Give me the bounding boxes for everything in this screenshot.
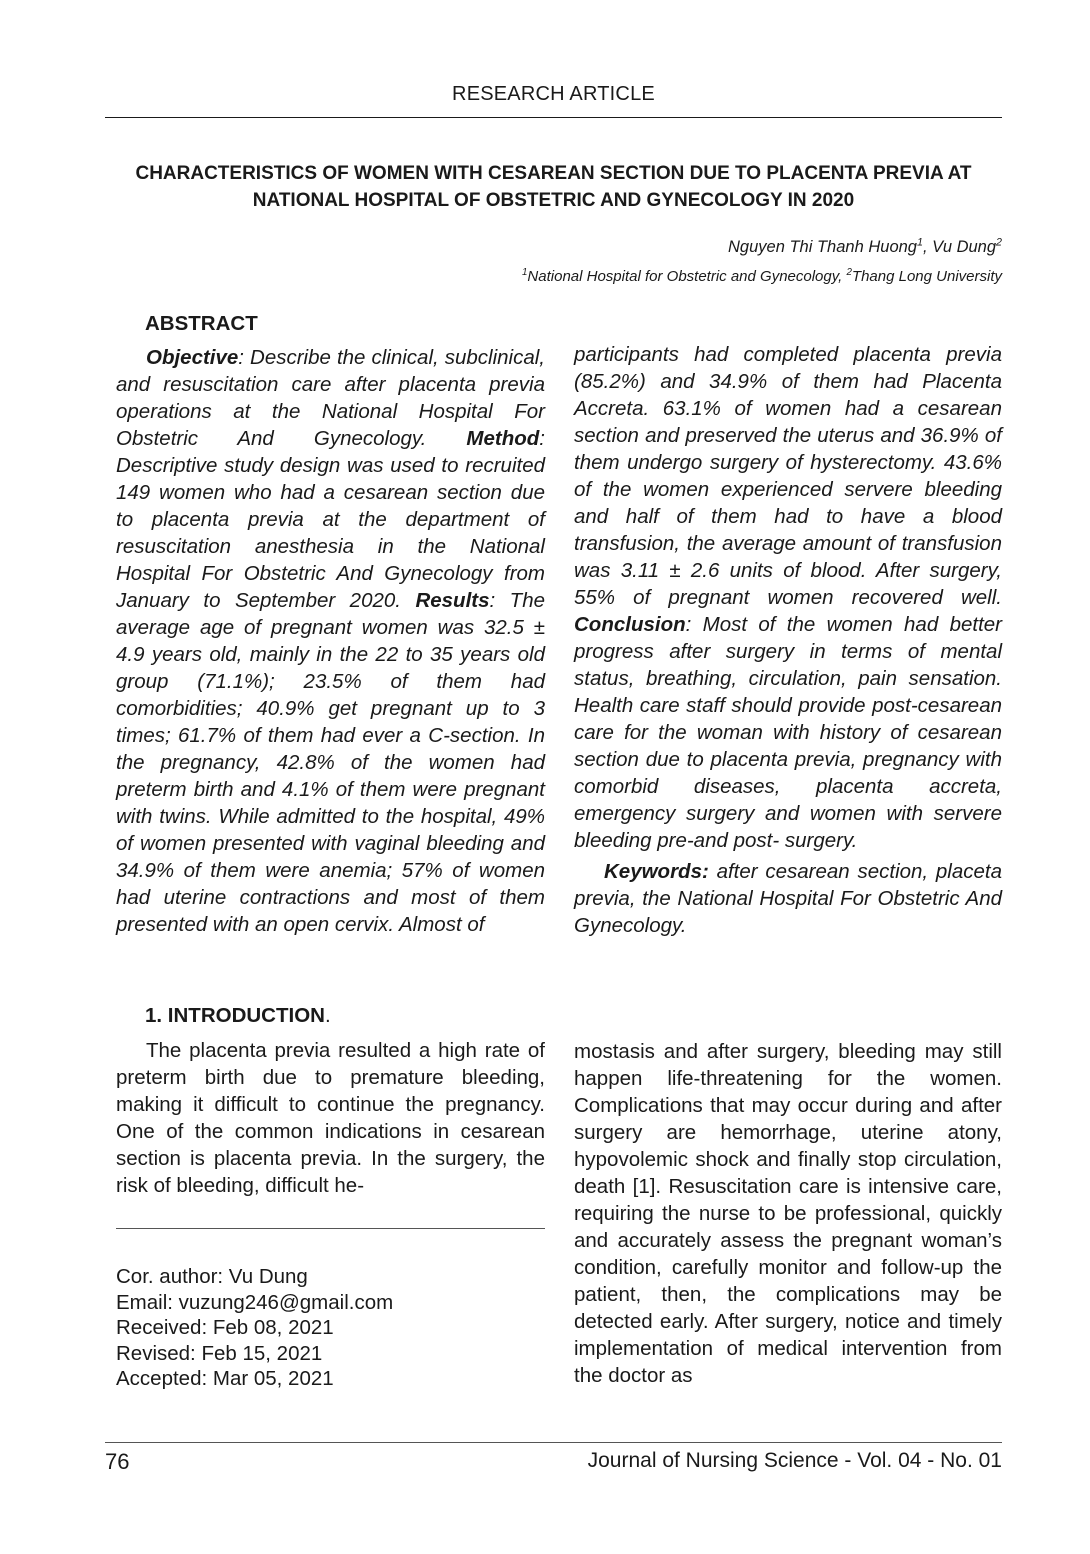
- conclusion-label: Conclusion: [574, 613, 686, 636]
- affil-2-sup: 2: [846, 267, 852, 278]
- affiliation-line: [522, 268, 1002, 285]
- footnote-received: Received: Feb 08, 2021: [116, 1316, 334, 1339]
- keywords-text: after cesarean section, placeta previa, the National Hospital For Obstetric And Gynecology.: [574, 860, 1002, 937]
- introduction-left-column: [116, 1037, 545, 1199]
- footnote: [116, 1264, 393, 1392]
- page-number: 76: [105, 1449, 130, 1474]
- author-2-sup: 2: [996, 236, 1002, 249]
- author-1-sup: 1: [916, 236, 923, 249]
- header-rule: [105, 117, 1002, 118]
- introduction-heading-dot: .: [324, 1004, 331, 1027]
- method-label: Method: [466, 427, 540, 450]
- abstract-heading: ABSTRACT: [145, 312, 258, 335]
- footnote-email: Email: vuzung246@gmail.com: [116, 1290, 394, 1314]
- objective-text: : Describe the clinical, subclinical, and resuscitation care after placenta previa operations at the National Hospital For Obstetric And Gynecology.: [116, 346, 545, 450]
- journal-name: Journal of Nursing Science - Vol. 04 - No. 01: [587, 1449, 1002, 1472]
- abstract-right-column: [574, 341, 1002, 939]
- footnote-rule: [116, 1228, 545, 1229]
- introduction-heading-text: 1. INTRODUCTION: [145, 1004, 325, 1027]
- author-line: [728, 238, 1002, 257]
- affil-1-sup: 1: [521, 267, 528, 278]
- results-label: Results: [415, 589, 490, 612]
- introduction-heading: [145, 1004, 331, 1028]
- author-2: Vu Dung: [932, 238, 997, 256]
- introduction-right-column: [574, 1038, 1002, 1389]
- keywords-label: Keywords:: [604, 860, 709, 883]
- abstract-left-column: [116, 344, 545, 938]
- abstract-paragraph-1: [116, 344, 545, 938]
- conclusion-text: : Most of the women had better progress after surgery in terms of mental status, breathing, circulation, pain sensation. Health care staff should provide post-cesarean care for the woman with history of cesarean section due to placenta previa, pregnancy with comorbid diseases, placenta accreta, emergency surgery and women with servere bleeding pre-and post- surgery.: [574, 613, 1002, 852]
- author-1: Nguyen Thi Thanh Huong: [728, 238, 917, 256]
- footnote-accepted: Accepted: Mar 05, 2021: [116, 1367, 334, 1390]
- footnote-revised: Revised: Feb 15, 2021: [116, 1341, 323, 1365]
- author-sep: ,: [922, 238, 933, 256]
- method-text: : Descriptive study design was used to recruited 149 women who had a cesarean section due to placenta previa at the department of resuscitation anesthesia in the National Hospital For Obstetric And Gynecology from January to September 2020.: [116, 427, 545, 612]
- affil-1: National Hospital for Obstetric and Gynecology,: [527, 268, 847, 285]
- running-head: RESEARCH ARTICLE: [452, 83, 655, 105]
- footnote-cor-author: Cor. author: Vu Dung: [116, 1265, 308, 1288]
- results-text-right: participants had completed placenta previa (85.2%) and 34.9% of them had Placenta Accreta. 63.1% of women had a cesarean section and preserved the uterus and 36.9% of them undergo surgery of hysterectomy. 43.6% of the women experienced servere bleeding and half of them had to have a blood transfusion, the average amount of transfusion was 3.11 ± 2.6 units of blood. After surgery, 55% of pregnant women recovered well.: [574, 343, 1002, 609]
- keywords-paragraph: [574, 858, 1002, 939]
- affil-2: Thang Long University: [851, 268, 1002, 285]
- introduction-text-right: mostasis and after surgery, bleeding may still happen life-threatening for the women. Complications that may occur during and after surgery are hemorrhage, uterine atony, hypovolemic shock and finally stop circulation, death [1]. Resuscitation care is intensive care, requiring the nurse to be professional, quickly and accurately assess the pregnant woman’s condition, carefully monitor and follow-up the patient, then, the complications may be detected early. After surgery, notice and timely implementation of medical intervention from the doctor as: [574, 1040, 1002, 1387]
- results-text-left: : The average age of pregnant women was 32.5 ± 4.9 years old, mainly in the 22 to 35 years old group (71.1%); 23.5% of them had comorbidities; 40.9% get pregnant up to 3 times; 61.7% of them had ever a C-section. In the pregnancy, 42.8% of the women had preterm birth and 4.1% of them were pregnant with twins. While admitted to the hospital, 49% of women presented with vaginal bleeding and 34.9% of them were anemia; 57% of women had uterine contractions and most of them presented with an open cervix. Almost of: [116, 589, 545, 936]
- abstract-paragraph-1-cont: [574, 341, 1002, 854]
- objective-label: Objective: [146, 346, 239, 369]
- introduction-text-left: The placenta previa resulted a high rate of preterm birth due to premature bleeding, making it difficult to continue the pregnancy. One of the common indications in cesarean section is placenta previa. In the surgery, the risk of bleeding, difficult he-: [116, 1039, 545, 1197]
- footer-rule: [105, 1442, 1002, 1443]
- article-title: CHARACTERISTICS OF WOMEN WITH CESAREAN SECTION DUE TO PLACENTA PREVIA AT NATIONAL HOSPITAL OF OBSTETRIC AND GYNECOLOGY IN 2020: [135, 163, 972, 211]
